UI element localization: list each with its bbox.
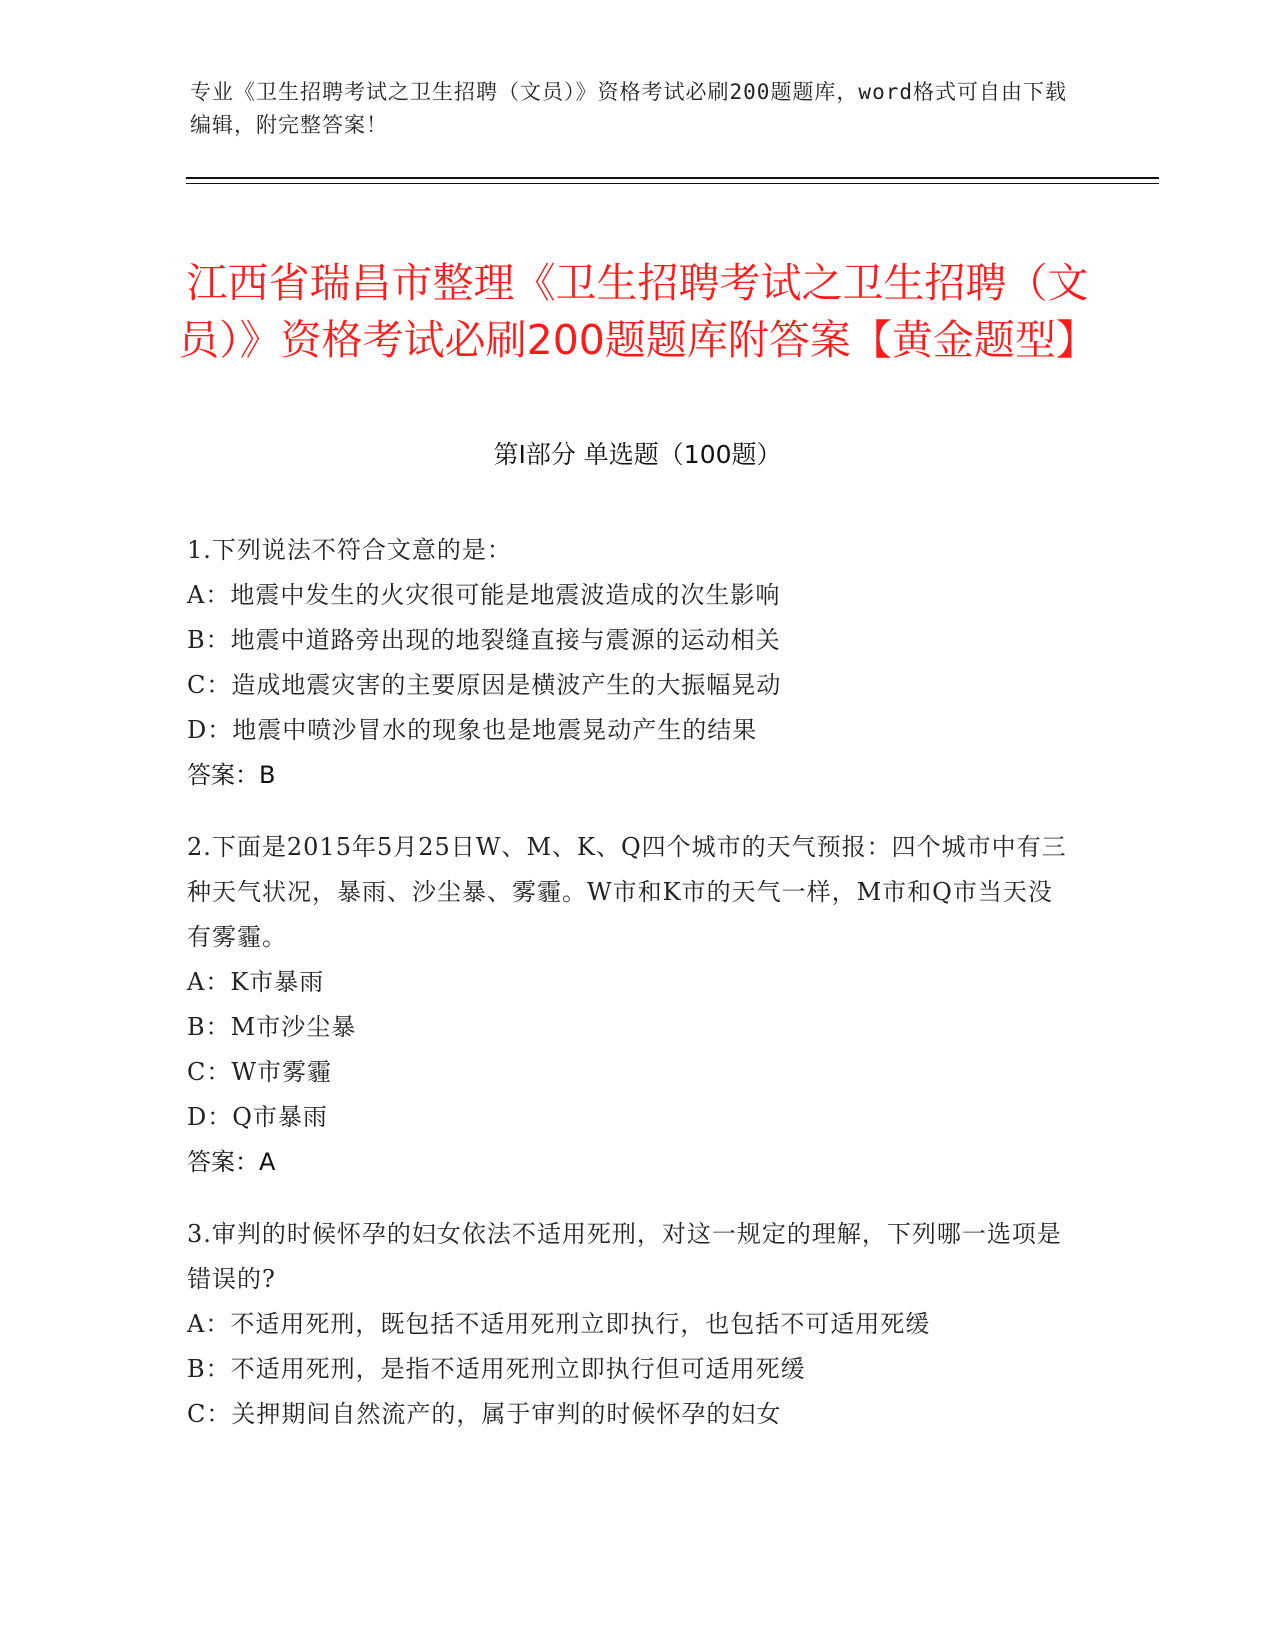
header-divider-thick: [186, 177, 1159, 179]
header-divider-thin: [186, 183, 1159, 184]
option-a: A：K市暴雨: [187, 968, 325, 996]
option-d: D：地震中喷沙冒水的现象也是地震晃动产生的结果: [187, 716, 758, 744]
question-1: [187, 528, 1067, 798]
question-stem: 3.审判的时候怀孕的妇女依法不适用死刑，对这一规定的理解，下列哪一选项是错误的?: [187, 1220, 1062, 1293]
answer: 答案：B: [187, 761, 276, 789]
answer: 答案：A: [187, 1148, 276, 1176]
option-c: C：造成地震灾害的主要原因是横波产生的大振幅晃动: [187, 671, 782, 699]
option-c: C：关押期间自然流产的，属于审判的时候怀孕的妇女: [187, 1400, 782, 1428]
option-a: A：地震中发生的火灾很可能是地震波造成的次生影响: [187, 581, 781, 609]
option-b: B：M市沙尘暴: [187, 1013, 357, 1041]
option-d: D：Q市暴雨: [187, 1103, 328, 1131]
question-list: [187, 528, 1067, 1464]
question-stem: 2.下面是2015年5月25日W、M、K、Q四个城市的天气预报：四个城市中有三种天气状况，暴雨、沙尘暴、雾霾。W市和K市的天气一样，M市和Q市当天没有雾霾。: [187, 833, 1067, 951]
section-heading: 第Ⅰ部分 单选题（100题）: [493, 440, 782, 469]
question-2: [187, 825, 1067, 1185]
header-note: 专业《卫生招聘考试之卫生招聘（文员）》资格考试必刷200题题库，word格式可自由下载编辑，附完整答案！: [190, 80, 1067, 137]
question-stem: 1.下列说法不符合文意的是：: [187, 536, 512, 564]
option-c: C：W市雾霾: [187, 1058, 333, 1086]
option-a: A：不适用死刑，既包括不适用死刑立即执行，也包括不可适用死缓: [187, 1310, 931, 1338]
document-title: 江西省瑞昌市整理《卫生招聘考试之卫生招聘（文员）》资格考试必刷200题题库附答案【黄金题型】: [178, 259, 1097, 365]
option-b: B：不适用死刑，是指不适用死刑立即执行但可适用死缓: [187, 1355, 806, 1383]
question-3: [187, 1212, 1067, 1437]
option-b: B：地震中道路旁出现的地裂缝直接与震源的运动相关: [187, 626, 781, 654]
